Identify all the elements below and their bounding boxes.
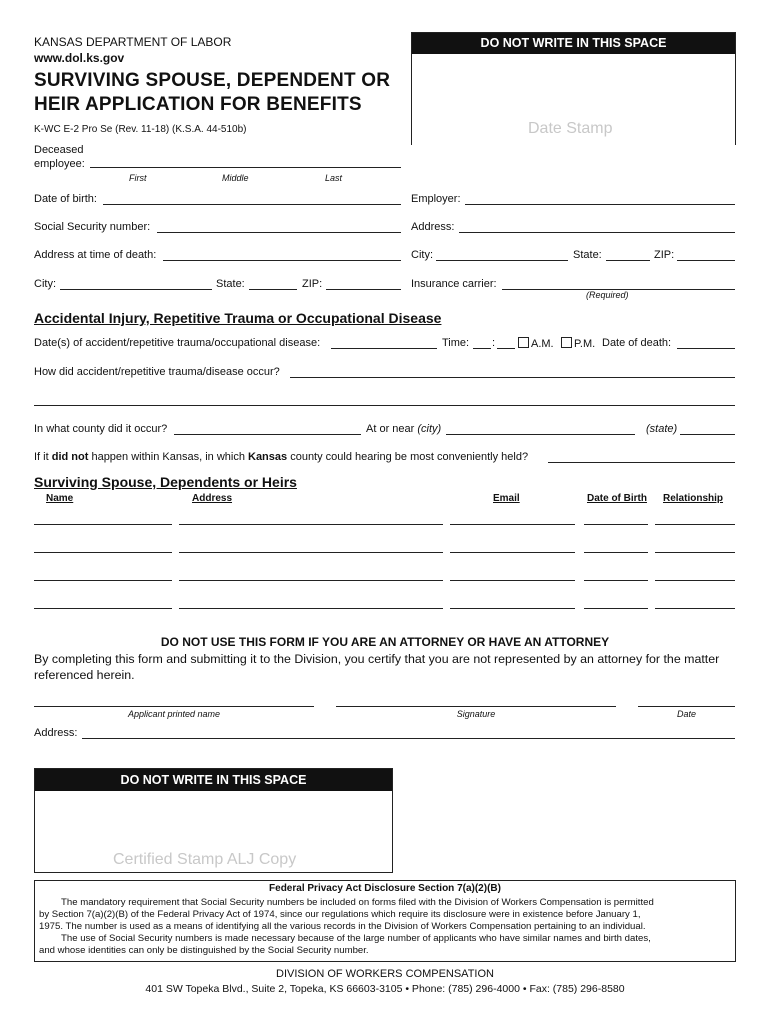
address-death-label: Address at time of death:: [34, 249, 157, 261]
time-minute-field[interactable]: [497, 348, 515, 349]
dob-field[interactable]: [103, 204, 401, 205]
date-stamp-box-heading: DO NOT WRITE IN THIS SPACE: [412, 33, 735, 54]
heir-relationship-field[interactable]: [655, 580, 735, 581]
time-hour-field[interactable]: [473, 348, 491, 349]
privacy-act-title: Federal Privacy Act Disclosure Section 7(a)(2)(B): [269, 883, 501, 894]
employer-state-label: State:: [573, 249, 602, 261]
date-stamp-watermark: Date Stamp: [528, 120, 613, 137]
if-text-1: If it: [34, 451, 49, 463]
signature-field[interactable]: [336, 706, 616, 707]
agency-name: KANSAS DEPARTMENT OF LABOR: [34, 35, 232, 49]
ssn-label: Social Security number:: [34, 221, 151, 233]
heir-address-field[interactable]: [179, 580, 443, 581]
date-of-death-label: Date of death:: [602, 337, 672, 349]
hearing-county-field[interactable]: [548, 462, 735, 463]
accident-dates-field[interactable]: [331, 348, 437, 349]
employer-city-field[interactable]: [436, 260, 568, 261]
alj-stamp-watermark: Certified Stamp ALJ Copy: [113, 851, 297, 868]
employer-label: Employer:: [411, 193, 461, 205]
time-label: Time:: [442, 337, 470, 349]
date-caption: Date: [676, 709, 696, 719]
pm-option[interactable]: [561, 337, 595, 350]
at-or-near-text: At or near: [366, 423, 415, 435]
city-hint: (city): [417, 423, 442, 435]
heir-name-field[interactable]: [34, 580, 172, 581]
heir-name-field[interactable]: [34, 552, 172, 553]
city-field[interactable]: [60, 289, 212, 290]
if-text-3: county could hearing be most conveniently held?: [290, 451, 529, 463]
form-title-line1: SURVIVING SPOUSE, DEPENDENT OR: [34, 70, 391, 91]
heir-relationship-field[interactable]: [655, 524, 735, 525]
privacy-p1-l2: by Section 7(a)(2)(B) of the Federal Privacy Act of 1974, since our regulations which require its disclosure were in existence before January 1,: [39, 909, 641, 920]
applicant-address-field[interactable]: [82, 738, 735, 739]
how-occurred-field-2[interactable]: [34, 405, 735, 406]
footer-address: 401 SW Topeka Blvd., Suite 2, Topeka, KS 66603-3105 • Phone: (785) 296-4000 • Fax: (785) 296-8580: [145, 983, 625, 995]
accident-city-field[interactable]: [446, 434, 635, 435]
signature-caption: Signature: [456, 709, 496, 719]
agency-website[interactable]: www.dol.ks.gov: [34, 51, 125, 65]
heirs-section-heading: Surviving Spouse, Dependents or Heirs: [34, 474, 297, 490]
footer-division: DIVISION OF WORKERS COMPENSATION: [276, 968, 494, 980]
alj-stamp-box: [34, 768, 393, 873]
privacy-p2-l1: The use of Social Security numbers is made necessary because of the large number of applicants who have similar names and birth dates,: [61, 933, 651, 944]
heir-relationship-field[interactable]: [655, 608, 735, 609]
form-title-line2: HEIR APPLICATION FOR BENEFITS: [34, 94, 362, 115]
name-sub-last: Last: [325, 173, 343, 183]
pm-checkbox[interactable]: [561, 337, 572, 348]
applicant-printed-name-caption: Applicant printed name: [127, 709, 221, 719]
how-occurred-field[interactable]: [290, 377, 735, 378]
employer-zip-label: ZIP:: [654, 249, 675, 261]
privacy-p2-l2: and whose identities can only be distinguished by the Social Security number.: [39, 945, 369, 956]
county-field[interactable]: [174, 434, 361, 435]
employer-zip-field[interactable]: [677, 260, 735, 261]
at-or-near-label: [366, 423, 441, 435]
col-name: Name: [46, 493, 74, 504]
zip-field[interactable]: [326, 289, 401, 290]
deceased-label: Deceased: [34, 144, 84, 156]
state-field[interactable]: [249, 289, 297, 290]
col-dob: Date of Birth: [587, 493, 647, 504]
certify-line1: By completing this form and submitting it to the Division, you certify that you are not represented by an attorney for the matter: [34, 652, 720, 666]
employee-label: employee:: [34, 158, 85, 170]
heir-name-field[interactable]: [34, 608, 172, 609]
dob-label: Date of birth:: [34, 193, 97, 205]
am-label: A.M.: [531, 338, 554, 350]
city-label: City:: [34, 278, 56, 290]
employer-address-field[interactable]: [459, 232, 735, 233]
heir-address-field[interactable]: [179, 608, 443, 609]
heir-dob-field[interactable]: [584, 524, 648, 525]
insurance-required-note: (Required): [586, 290, 629, 300]
am-option[interactable]: [518, 337, 554, 350]
heir-email-field[interactable]: [450, 552, 575, 553]
col-email: Email: [493, 493, 520, 504]
pm-label: P.M.: [574, 338, 596, 350]
alj-stamp-box-heading: DO NOT WRITE IN THIS SPACE: [35, 769, 392, 791]
employer-address-label: Address:: [411, 221, 455, 233]
time-separator: :: [492, 337, 496, 349]
how-occurred-label: How did accident/repetitive trauma/disease occur?: [34, 366, 280, 378]
heir-relationship-field[interactable]: [655, 552, 735, 553]
form-id: K-WC E-2 Pro Se (Rev. 11-18) (K.S.A. 44-510b): [34, 124, 247, 135]
employer-field[interactable]: [465, 204, 735, 205]
accident-section-heading: Accidental Injury, Repetitive Trauma or Occupational Disease: [34, 310, 442, 326]
heir-email-field[interactable]: [450, 608, 575, 609]
address-death-field[interactable]: [163, 260, 401, 261]
heir-name-field[interactable]: [34, 524, 172, 525]
privacy-act-box: [34, 880, 736, 962]
state-hint: (state): [646, 423, 678, 435]
privacy-p1-l1: The mandatory requirement that Social Security numbers be included on forms filed with the Division of Workers Compensation is permitted: [61, 897, 654, 908]
county-label: In what county did it occur?: [34, 423, 168, 435]
date-stamp-box: [411, 32, 736, 145]
am-checkbox[interactable]: [518, 337, 529, 348]
accident-dates-label: Date(s) of accident/repetitive trauma/occupational disease:: [34, 337, 321, 349]
state-label: State:: [216, 278, 245, 290]
heir-dob-field[interactable]: [584, 608, 648, 609]
applicant-address-label: Address:: [34, 727, 78, 739]
applicant-printed-name-field[interactable]: [34, 706, 314, 707]
date-field[interactable]: [638, 706, 735, 707]
if-text-bold: did not: [51, 451, 89, 463]
employer-state-field[interactable]: [606, 260, 650, 261]
ssn-field[interactable]: [157, 232, 401, 233]
accident-state-field[interactable]: [680, 434, 735, 435]
col-address: Address: [192, 493, 233, 504]
if-text-kansas: Kansas: [248, 451, 288, 463]
attorney-warning: DO NOT USE THIS FORM IF YOU ARE AN ATTORNEY OR HAVE AN ATTORNEY: [160, 635, 610, 649]
certify-line2: referenced herein.: [34, 668, 135, 682]
hearing-county-label: [34, 451, 528, 463]
name-sub-middle: Middle: [222, 173, 249, 183]
privacy-p1-l3: 1975. The number is used as a means of identifying all the various records in the Division of Workers Compensation pertaining to an individual.: [39, 921, 646, 932]
heir-address-field[interactable]: [179, 524, 443, 525]
date-of-death-field[interactable]: [677, 348, 735, 349]
zip-label: ZIP:: [302, 278, 323, 290]
heir-address-field[interactable]: [179, 552, 443, 553]
heir-dob-field[interactable]: [584, 580, 648, 581]
if-text-2: happen within Kansas, in which: [91, 451, 245, 463]
employer-city-label: City:: [411, 249, 433, 261]
col-relationship: Relationship: [663, 493, 724, 504]
deceased-name-field[interactable]: [90, 167, 401, 168]
heir-dob-field[interactable]: [584, 552, 648, 553]
name-sub-first: First: [129, 173, 147, 183]
heir-email-field[interactable]: [450, 524, 575, 525]
heir-email-field[interactable]: [450, 580, 575, 581]
insurance-label: Insurance carrier:: [411, 278, 497, 290]
